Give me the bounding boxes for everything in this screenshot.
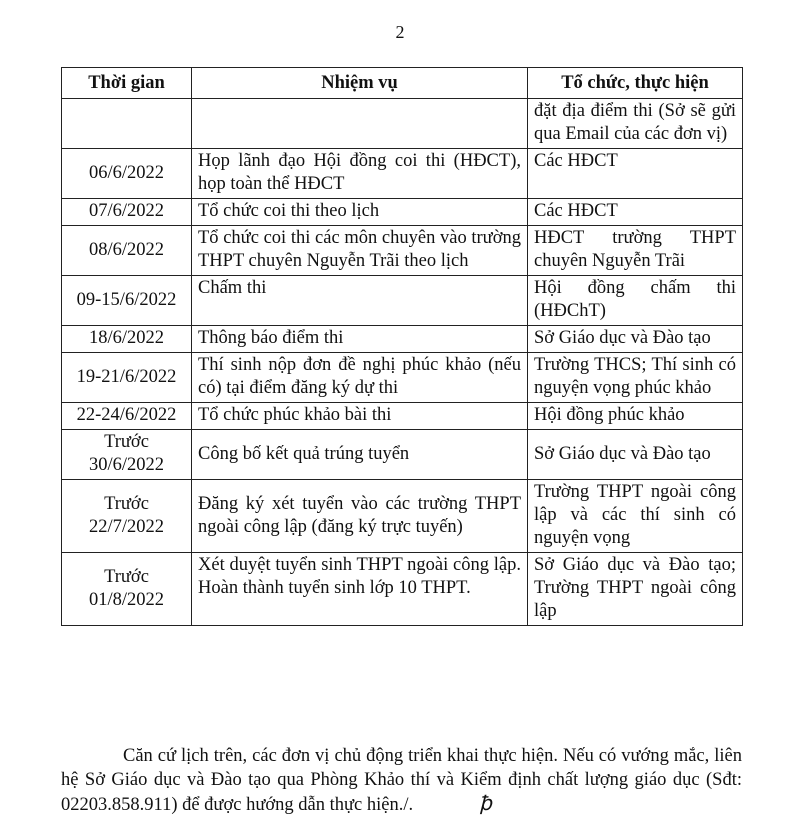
- table-row: [62, 403, 743, 430]
- org-cell: Các HĐCT: [528, 199, 743, 226]
- task-cell: Tổ chức phúc khảo bài thi: [192, 403, 528, 430]
- closing-paragraph: [61, 744, 742, 817]
- task-cell: Xét duyệt tuyển sinh THPT ngoài công lập. Hoàn thành tuyển sinh lớp 10 THPT.: [192, 553, 528, 626]
- table-header-row: [62, 68, 743, 99]
- table-row: [62, 149, 743, 199]
- org-cell: Các HĐCT: [528, 149, 743, 199]
- org-cell: Trường THCS; Thí sinh có nguyện vọng phúc khảo: [528, 353, 743, 403]
- org-cell: Sở Giáo dục và Đào tạo: [528, 430, 743, 480]
- table-row: [62, 199, 743, 226]
- org-cell: Trường THPT ngoài công lập và các thí sinh có nguyện vọng: [528, 480, 743, 553]
- time-cell: 18/6/2022: [62, 326, 192, 353]
- org-cell: Hội đồng phúc khảo: [528, 403, 743, 430]
- page-number: 2: [395, 22, 405, 42]
- time-cell: Trước 01/8/2022: [62, 553, 192, 626]
- header-time: Thời gian: [62, 68, 192, 99]
- initial-mark-icon: ꝥ: [479, 793, 492, 815]
- table-row: [62, 226, 743, 276]
- table-row: [62, 99, 743, 149]
- time-cell: Trước 22/7/2022: [62, 480, 192, 553]
- table-row: [62, 430, 743, 480]
- task-cell: Tổ chức coi thi theo lịch: [192, 199, 528, 226]
- time-cell: 19-21/6/2022: [62, 353, 192, 403]
- task-cell: Họp lãnh đạo Hội đồng coi thi (HĐCT), họp toàn thể HĐCT: [192, 149, 528, 199]
- time-cell: 06/6/2022: [62, 149, 192, 199]
- org-cell: Sở Giáo dục và Đào tạo; Trường THPT ngoài công lập: [528, 553, 743, 626]
- schedule-table: [61, 67, 743, 626]
- org-cell: đặt địa điểm thi (Sở sẽ gửi qua Email của các đơn vị): [528, 99, 743, 149]
- closing-text: Căn cứ lịch trên, các đơn vị chủ động triển khai thực hiện. Nếu có vướng mắc, liên hệ Sở Giáo dục và Đào tạo qua Phòng Khảo thí và Kiểm định chất lượng giáo dục (Sđt: 02203.858.911) để được hướng dẫn thực hiện./.: [61, 746, 742, 815]
- header-task: Nhiệm vụ: [192, 68, 528, 99]
- table-row: [62, 326, 743, 353]
- task-cell: Thông báo điểm thi: [192, 326, 528, 353]
- table-row: [62, 553, 743, 626]
- header-org: Tổ chức, thực hiện: [528, 68, 743, 99]
- task-cell: Công bố kết quả trúng tuyển: [192, 430, 528, 480]
- task-cell: [192, 99, 528, 149]
- table-row: [62, 480, 743, 553]
- org-cell: Hội đồng chấm thi (HĐChT): [528, 276, 743, 326]
- time-cell: Trước 30/6/2022: [62, 430, 192, 480]
- time-cell: 22-24/6/2022: [62, 403, 192, 430]
- table-row: [62, 276, 743, 326]
- org-cell: Sở Giáo dục và Đào tạo: [528, 326, 743, 353]
- task-cell: Đăng ký xét tuyển vào các trường THPT ngoài công lập (đăng ký trực tuyến): [192, 480, 528, 553]
- task-cell: Chấm thi: [192, 276, 528, 326]
- task-cell: Tổ chức coi thi các môn chuyên vào trường THPT chuyên Nguyễn Trãi theo lịch: [192, 226, 528, 276]
- time-cell: 08/6/2022: [62, 226, 192, 276]
- table-row: [62, 353, 743, 403]
- org-cell: HĐCT trường THPT chuyên Nguyễn Trãi: [528, 226, 743, 276]
- time-cell: 07/6/2022: [62, 199, 192, 226]
- time-cell: [62, 99, 192, 149]
- time-cell: 09-15/6/2022: [62, 276, 192, 326]
- task-cell: Thí sinh nộp đơn đề nghị phúc khảo (nếu có) tại điểm đăng ký dự thi: [192, 353, 528, 403]
